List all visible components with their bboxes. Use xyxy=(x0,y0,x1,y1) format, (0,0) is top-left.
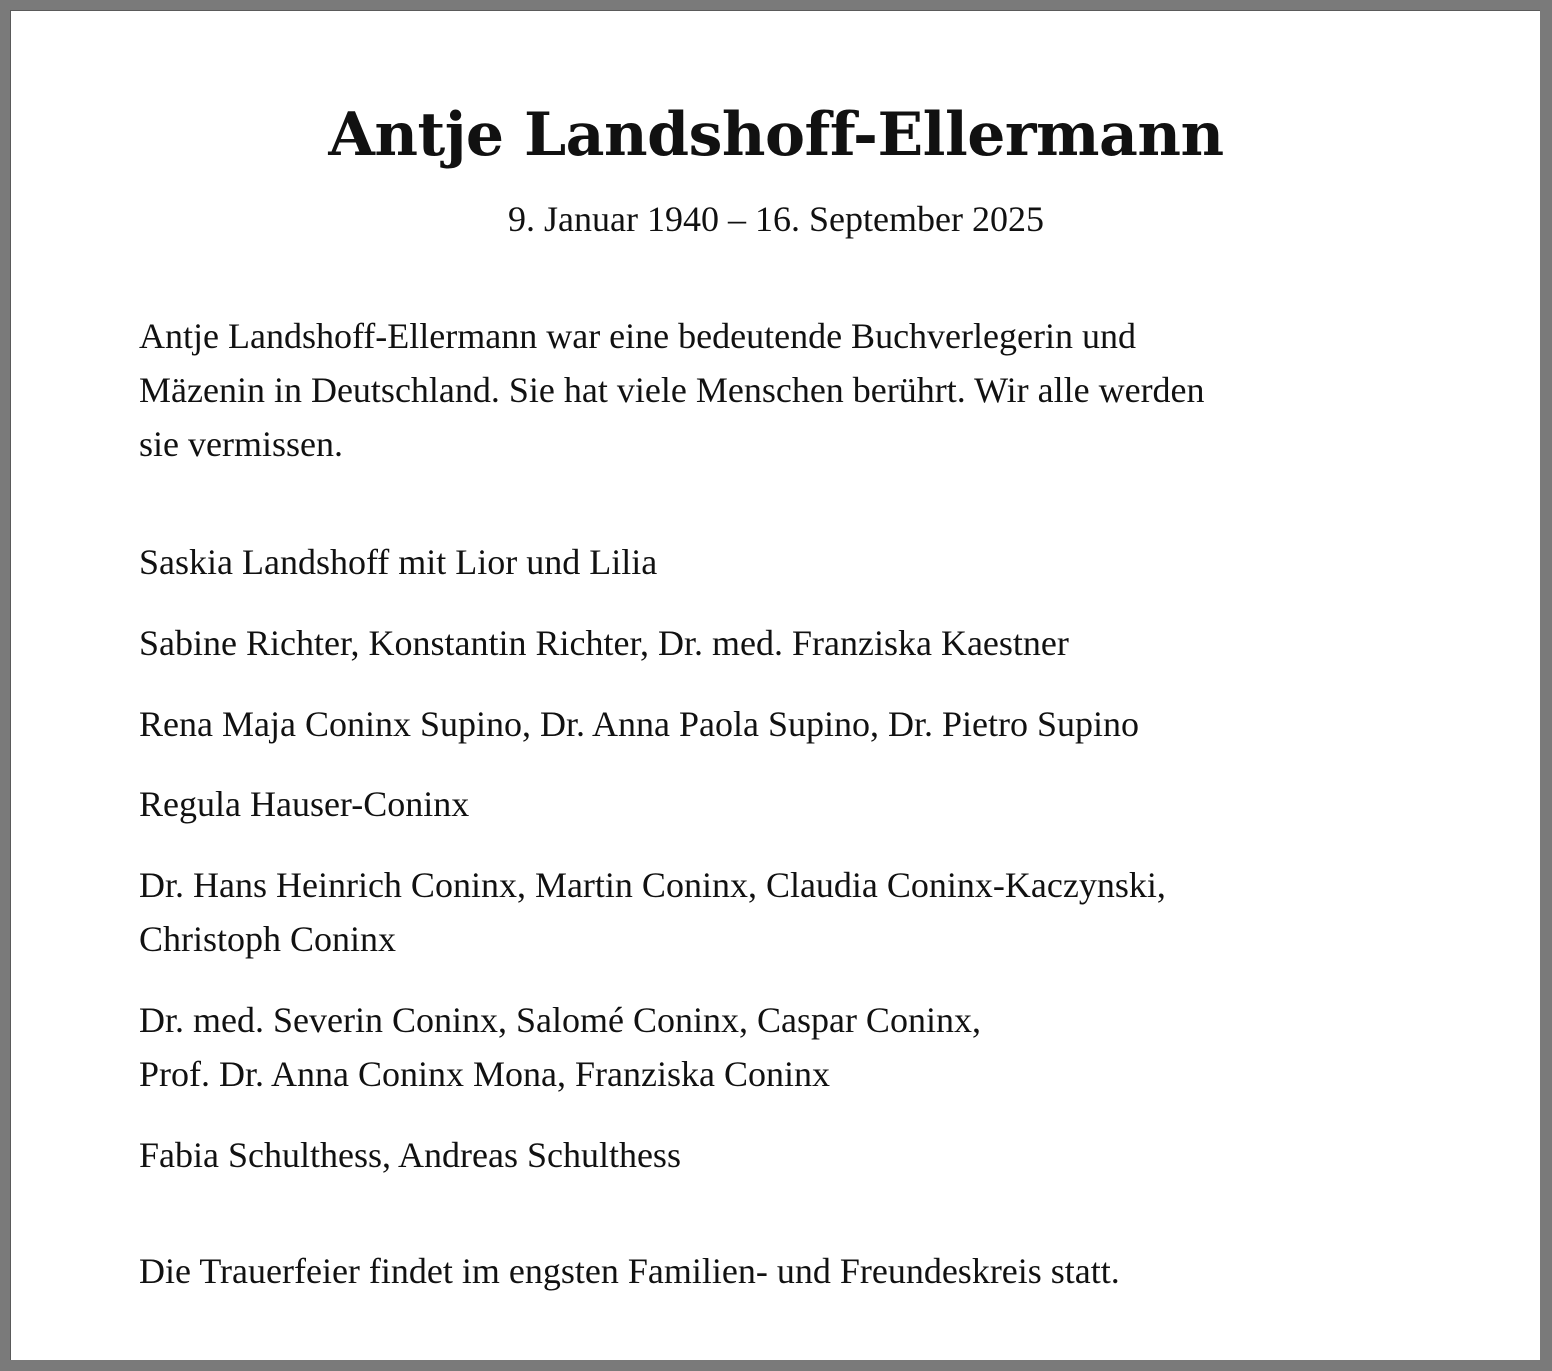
mourner-line: Regula Hauser-Coninx xyxy=(139,784,470,824)
mourner-line: Dr. Hans Heinrich Coninx, Martin Coninx, Claudia Coninx-Kaczynski, xyxy=(139,865,1166,905)
mourner-group xyxy=(139,858,1429,966)
intro-line: Mäzenin in Deutschland. Sie hat viele Menschen berührt. Wir alle werden xyxy=(139,370,1205,410)
mourner-line: Christoph Coninx xyxy=(139,919,397,959)
closing-note: Die Trauerfeier findet im engsten Familien- und Freundeskreis statt. xyxy=(139,1251,1120,1291)
obituary-notice xyxy=(10,10,1540,1360)
mourner-group xyxy=(139,993,1429,1101)
mourner-line: Rena Maja Coninx Supino, Dr. Anna Paola Supino, Dr. Pietro Supino xyxy=(139,704,1139,744)
intro-line: sie vermissen. xyxy=(139,424,343,464)
intro-paragraph xyxy=(139,309,1429,471)
mourner-group xyxy=(139,616,1429,670)
mourner-group xyxy=(139,777,1429,831)
mourner-line: Fabia Schulthess, Andreas Schulthess xyxy=(139,1135,681,1175)
deceased-name: Antje Landshoff-Ellermann xyxy=(328,100,1224,170)
mourner-group xyxy=(139,535,1429,589)
intro-line: Antje Landshoff-Ellermann war eine bedeutende Buchverlegerin und xyxy=(139,316,1136,356)
mourner-line: Sabine Richter, Konstantin Richter, Dr. med. Franziska Kaestner xyxy=(139,623,1069,663)
mourner-group xyxy=(139,1128,1429,1182)
life-dates: 9. Januar 1940 – 16. September 2025 xyxy=(508,199,1044,239)
mourner-group xyxy=(139,697,1429,751)
mourner-line: Dr. med. Severin Coninx, Salomé Coninx, Caspar Coninx, xyxy=(139,1000,981,1040)
mourner-line: Prof. Dr. Anna Coninx Mona, Franziska Coninx xyxy=(139,1054,830,1094)
mourner-line: Saskia Landshoff mit Lior und Lilia xyxy=(139,542,658,582)
